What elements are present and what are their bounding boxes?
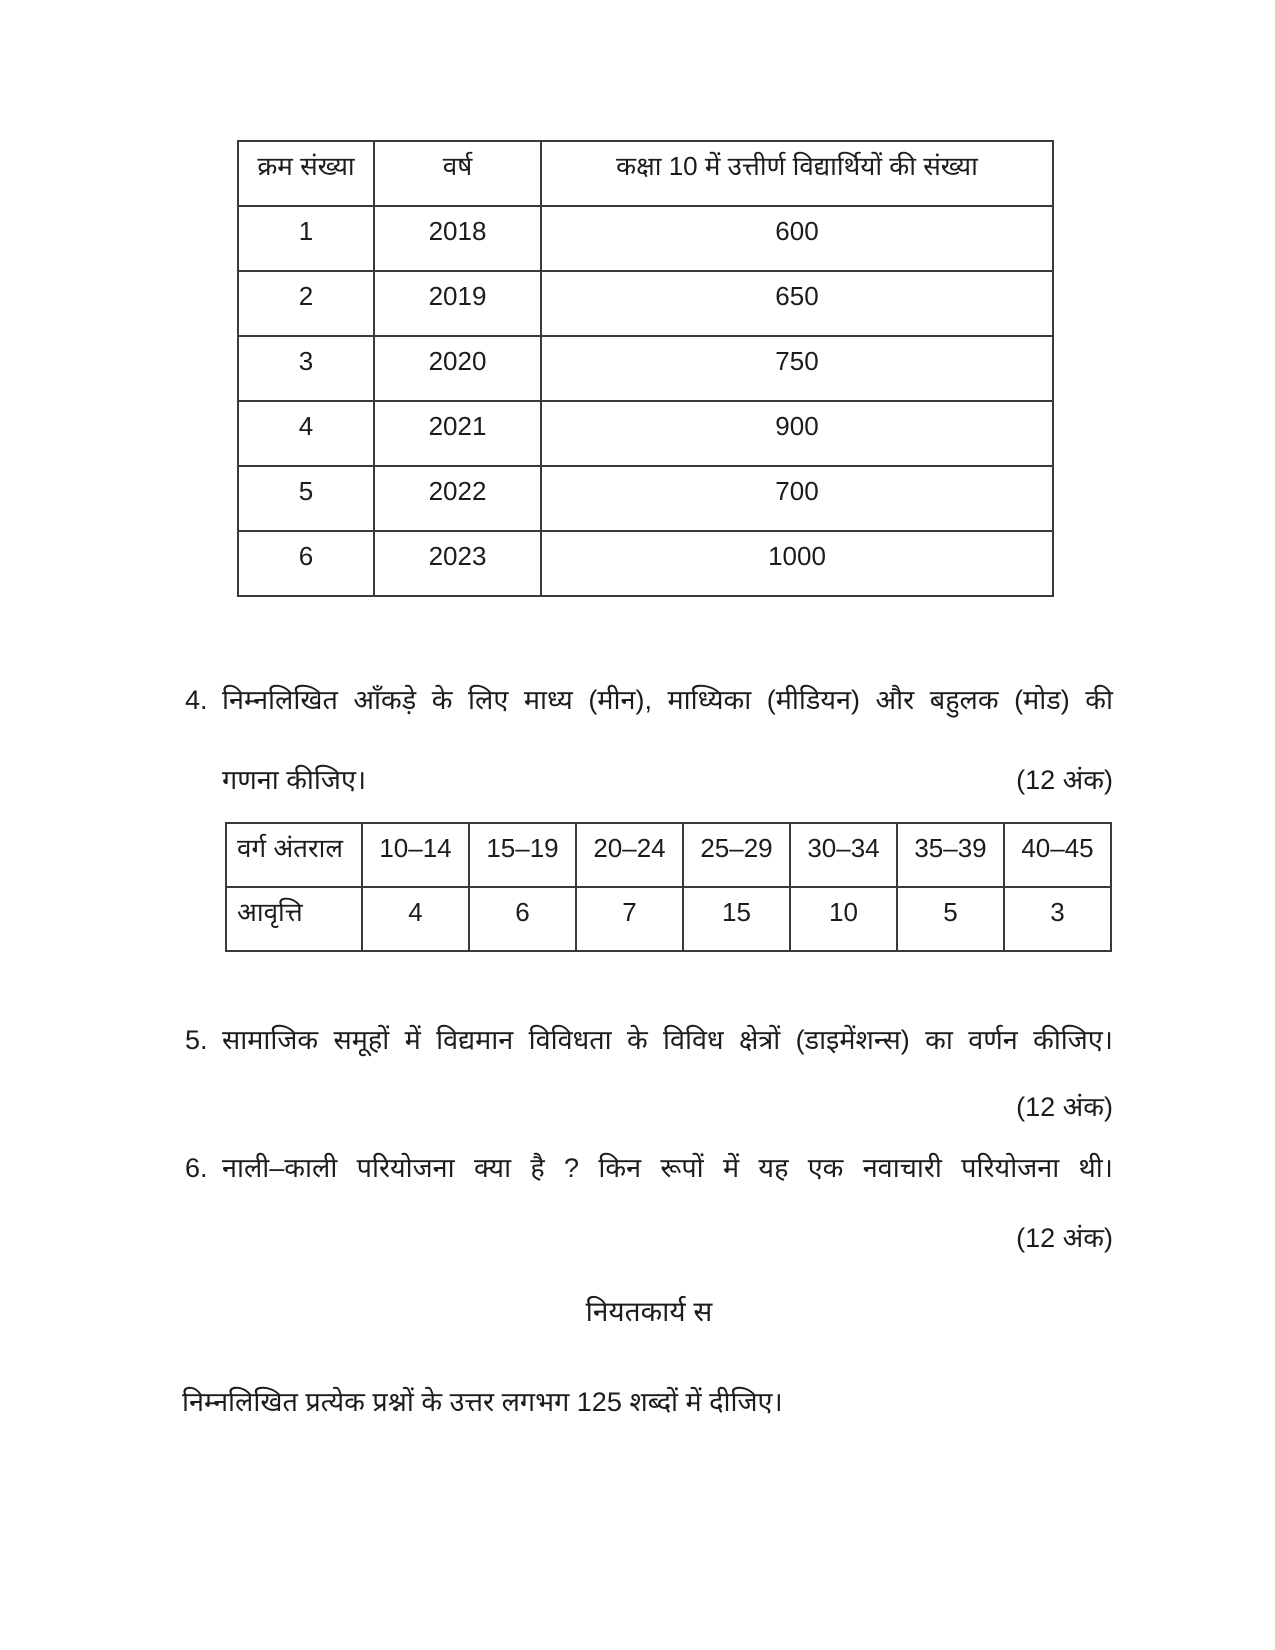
table-row: [238, 401, 1053, 466]
question-6-number: 6.: [185, 1153, 208, 1183]
interval-label: वर्ग अंतराल: [226, 823, 362, 887]
question-4-marks: (12 अंक): [1016, 765, 1113, 795]
table-row: [238, 271, 1053, 336]
cell-serial: 1: [238, 206, 374, 271]
question-4-number: 4.: [185, 685, 208, 715]
frequency-cell: 6: [469, 887, 576, 951]
question-5-number: 5.: [185, 1025, 208, 1055]
cell-serial: 6: [238, 531, 374, 596]
frequency-table: [225, 822, 1112, 952]
interval-cell: 40–45: [1004, 823, 1111, 887]
cell-year: 2021: [374, 401, 541, 466]
question-4-text-line1: निम्नलिखित आँकड़े के लिए माध्य (मीन), माध्यिका (मीडियन) और बहुलक (मोड) की: [222, 685, 1113, 715]
interval-cell: 30–34: [790, 823, 897, 887]
frequency-cell: 7: [576, 887, 683, 951]
cell-year: 2019: [374, 271, 541, 336]
cell-year: 2020: [374, 336, 541, 401]
table-row: [238, 531, 1053, 596]
cell-serial: 2: [238, 271, 374, 336]
table-row: [238, 206, 1053, 271]
cell-count: 900: [541, 401, 1053, 466]
frequency-cell: 4: [362, 887, 469, 951]
cell-year: 2022: [374, 466, 541, 531]
interval-cell: 35–39: [897, 823, 1004, 887]
frequency-cell: 15: [683, 887, 790, 951]
cell-serial: 5: [238, 466, 374, 531]
question-5-marks: (12 अंक): [1016, 1092, 1113, 1122]
header-year: वर्ष: [374, 141, 541, 206]
interval-cell: 15–19: [469, 823, 576, 887]
frequency-cell: 10: [790, 887, 897, 951]
table-row: [238, 336, 1053, 401]
cell-count: 650: [541, 271, 1053, 336]
header-serial: क्रम संख्या: [238, 141, 374, 206]
cell-count: 1000: [541, 531, 1053, 596]
cell-count: 600: [541, 206, 1053, 271]
cell-year: 2023: [374, 531, 541, 596]
section-heading: नियतकार्य स: [585, 1296, 713, 1327]
question-6: [185, 1150, 1113, 1186]
cell-count: 750: [541, 336, 1053, 401]
header-count: कक्षा 10 में उत्तीर्ण विद्यार्थियों की संख्या: [541, 141, 1053, 206]
frequency-label: आवृत्ति: [226, 887, 362, 951]
frequency-cell: 3: [1004, 887, 1111, 951]
section-instruction: निम्नलिखित प्रत्येक प्रश्नों के उत्तर लगभग 125 शब्दों में दीजिए।: [182, 1387, 783, 1417]
question-5: [185, 1022, 1113, 1058]
question-6-marks: (12 अंक): [1016, 1223, 1113, 1253]
question-4: [185, 682, 1113, 718]
table-row: [238, 466, 1053, 531]
interval-cell: 10–14: [362, 823, 469, 887]
table-header-row: [238, 141, 1053, 206]
question-4-text-line2: गणना कीजिए।: [222, 765, 367, 795]
cell-count: 700: [541, 466, 1053, 531]
question-4-line2: [185, 762, 1113, 798]
passed-students-table: [237, 140, 1054, 597]
interval-cell: 20–24: [576, 823, 683, 887]
cell-serial: 4: [238, 401, 374, 466]
frequency-row: [226, 887, 1111, 951]
interval-cell: 25–29: [683, 823, 790, 887]
question-5-text: सामाजिक समूहों में विद्यमान विविधता के विविध क्षेत्रों (डाइमेंशन्स) का वर्णन कीजिए।: [222, 1025, 1113, 1055]
cell-year: 2018: [374, 206, 541, 271]
frequency-cell: 5: [897, 887, 1004, 951]
cell-serial: 3: [238, 336, 374, 401]
question-6-text: नाली–काली परियोजना क्या है ? किन रूपों में यह एक नवाचारी परियोजना थी।: [222, 1153, 1113, 1183]
interval-row: [226, 823, 1111, 887]
